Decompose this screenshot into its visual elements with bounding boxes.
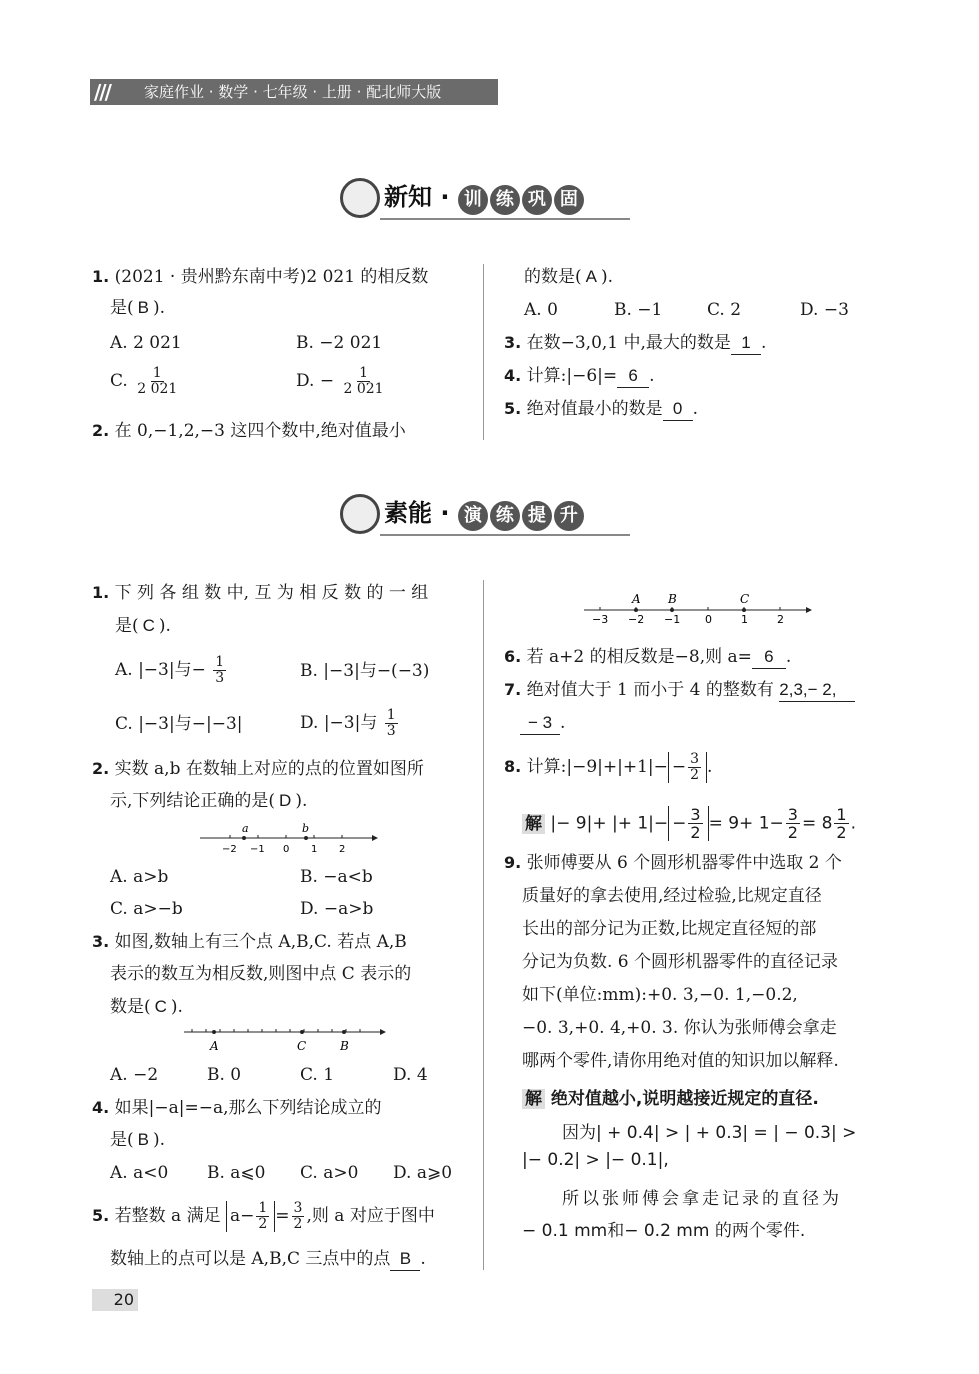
option-c: C. |−3|与−|−3|: [115, 714, 243, 734]
solution-part: = 9+ 1−: [708, 813, 784, 834]
fraction: [213, 655, 226, 686]
s2-q1-line1: [92, 582, 428, 604]
number-line-diagram: [580, 590, 816, 626]
stem-part: 的数是(: [524, 267, 582, 287]
denominator: 2: [258, 1216, 268, 1232]
solution-tag: 解: [522, 814, 545, 834]
s2-q5-line1: [92, 1201, 435, 1232]
point-B: [342, 1030, 346, 1034]
stem-part: .: [707, 757, 713, 777]
solution-line: 绝对值越小,说明越接近规定的直径.: [550, 1089, 819, 1109]
fraction: [786, 806, 800, 841]
section-char: 练: [490, 185, 520, 215]
question-number: 2.: [92, 421, 110, 440]
header-title: 家庭作业 · 数学 · 七年级 · 上册 · 配北师大版: [144, 83, 442, 101]
numerator: 3: [690, 805, 701, 824]
page-number: 20: [92, 1289, 138, 1311]
stem-part: 示,下列结论正确的是(: [110, 791, 276, 811]
denominator: 2 021: [137, 381, 178, 397]
column-divider: [483, 264, 484, 440]
numerator: 1: [215, 654, 225, 670]
stem-part: ).: [152, 1130, 166, 1150]
point-C: [742, 608, 746, 612]
solution-part: = 8: [801, 813, 833, 834]
stem-part: 数是(: [110, 997, 151, 1017]
option-d: D. 4: [393, 1065, 428, 1085]
s1-q4: [504, 365, 655, 388]
header-bar: [90, 79, 498, 105]
option-label: D. |−3|与: [300, 713, 378, 733]
stem-part: ).: [152, 298, 166, 318]
solution-part: .: [850, 813, 856, 834]
numerator: 3: [787, 805, 798, 824]
s1-q1-line2: [110, 297, 165, 319]
section-title-2: [340, 494, 630, 544]
s2-q5-line2: [110, 1248, 426, 1271]
stem-part: ).: [600, 267, 614, 287]
point-C-label: C: [297, 1039, 307, 1053]
s1-q3: [504, 332, 766, 355]
denominator: 3: [386, 723, 396, 739]
question-stem: 绝对值大于 1 而小于 4 的整数有: [526, 680, 774, 700]
stem-part: .: [560, 713, 566, 733]
stem-part: .: [785, 647, 792, 667]
answer: C: [154, 997, 167, 1016]
question-number: 2.: [92, 759, 110, 778]
section-logo-icon: [340, 494, 380, 534]
axis-arrow-icon: [372, 835, 378, 841]
s1-q5: [504, 398, 698, 421]
option-c: C. a>0: [300, 1163, 359, 1183]
option-c: C. a>−b: [110, 899, 183, 919]
answer: A: [585, 267, 597, 286]
s1-q2-line1: [92, 420, 406, 442]
numerator: 3: [690, 751, 700, 767]
numerator: 3: [293, 1200, 303, 1216]
question-number: 4.: [504, 366, 522, 385]
answer-blank: B: [390, 1248, 420, 1271]
section-underline: [380, 534, 630, 536]
section-char: 演: [458, 501, 488, 531]
fraction: [135, 366, 179, 397]
question-number: 5.: [92, 1206, 110, 1225]
point-b: [304, 836, 308, 840]
tick-label: 1: [311, 844, 318, 855]
question-stem: 计算:|−6|=: [526, 366, 618, 386]
section-char: 升: [554, 501, 584, 531]
denominator: 2: [836, 823, 847, 842]
axis-arrow-icon: [806, 607, 812, 613]
s2-q2-line2: [110, 790, 307, 812]
fraction: [292, 1201, 305, 1232]
s2-q9-line: 如下(单位:mm):+0. 3,−0. 1,−0.2,: [522, 985, 798, 1005]
s2-q9-line: 质量好的拿去使用,经过检验,比规定直径: [522, 886, 822, 906]
s2-q9-solution-4: 所以张师傅会拿走记录的直径为: [562, 1189, 842, 1209]
point-A: [212, 1030, 216, 1034]
fraction: [385, 708, 398, 739]
question-number: 1.: [92, 267, 110, 286]
section-underline: [380, 218, 630, 220]
numerator: 1: [386, 707, 396, 723]
section-title-dot: ·: [440, 499, 450, 527]
s2-q8: [504, 752, 712, 783]
question-stem: 若整数 a 满足: [114, 1206, 221, 1226]
number-line-diagram: [198, 820, 378, 856]
option-label: C.: [110, 371, 128, 391]
question-number: 3.: [92, 932, 110, 951]
stem-part: ,则 a 对应于图中: [306, 1206, 435, 1226]
expr: −: [671, 757, 687, 777]
question-number: 1.: [92, 583, 110, 602]
question-number: 8.: [504, 757, 522, 776]
s2-q7-line1: [504, 679, 855, 702]
denominator: 2: [293, 1216, 303, 1232]
s1-q2-line2: [524, 266, 613, 288]
point-C: [300, 1030, 304, 1034]
option-b: B. a⩽0: [207, 1163, 266, 1183]
tick-label: −1: [664, 613, 681, 626]
section-title-dot: ·: [440, 183, 450, 211]
question-stem: 若 a+2 的相反数是−8,则 a=: [526, 647, 752, 667]
stem-part: 是(: [110, 298, 134, 318]
option-a: A. −2: [110, 1065, 159, 1085]
option-c: [110, 366, 181, 397]
stem-part: 数轴上的点可以是 A,B,C 三点中的点: [110, 1249, 391, 1269]
question-stem: 实数 a,b 在数轴上对应的点的位置如图所: [114, 759, 424, 779]
answer: C: [142, 616, 155, 635]
point-b-label: b: [302, 822, 310, 835]
option-c: C. 1: [300, 1065, 335, 1085]
option-b: B. −a<b: [300, 867, 373, 887]
solution-part: |− 9|+ |+ 1|−: [550, 813, 669, 834]
question-stem: 如果|−a|=−a,那么下列结论成立的: [114, 1098, 382, 1118]
stem-part: .: [420, 1249, 426, 1269]
number-line-diagram: [182, 1022, 388, 1056]
expr: a−: [229, 1206, 255, 1226]
answer-blank: − 3: [520, 712, 560, 735]
s2-q3-line2: 表示的数互为相反数,则图中点 C 表示的: [110, 964, 412, 984]
answer: B: [137, 1130, 149, 1149]
tick-label: 2: [339, 844, 346, 855]
column-divider: [483, 580, 484, 1270]
stem-part: 是(: [115, 616, 139, 636]
point-A-label: A: [210, 1039, 219, 1053]
fraction: [688, 806, 702, 841]
s2-q9-line: 哪两个零件,请你用绝对值的知识加以解释.: [522, 1051, 839, 1071]
absolute-value: [226, 1201, 275, 1232]
stem-part: .: [760, 333, 767, 353]
answer-blank: 1: [731, 332, 761, 355]
question-stem: (2021 · 贵州黔东南中考)2 021 的相反数: [114, 267, 429, 287]
point-C-label: C: [740, 592, 750, 606]
section-logo-icon: [340, 178, 380, 218]
question-number: 7.: [504, 680, 522, 699]
point-B: [670, 608, 674, 612]
tick-label: 1: [741, 613, 748, 626]
section-title-1: [340, 178, 630, 228]
option-a: [115, 655, 228, 686]
option-label: D. −: [296, 371, 335, 391]
s2-q9-solution-1: [522, 1084, 819, 1109]
option-a: A. 2 021: [110, 333, 182, 353]
s2-q9-solution-3: |− 0.2| > |− 0.1|,: [522, 1150, 669, 1170]
tick-label: −3: [592, 613, 609, 626]
s2-q9-line1: [504, 852, 842, 874]
numerator: 1: [152, 365, 162, 381]
stem-part: .: [649, 366, 655, 386]
fraction: [688, 752, 701, 783]
axis-arrow-icon: [380, 1029, 386, 1035]
section-char: 练: [490, 501, 520, 531]
answer-blank: 6: [617, 365, 649, 388]
absolute-value: [668, 752, 707, 783]
s2-q9-line: 长出的部分记为正数,比规定直径短的部: [522, 919, 817, 939]
point-A: [634, 608, 638, 612]
header-stripes: ///: [94, 80, 110, 104]
s2-q4-line2: [110, 1129, 165, 1151]
s1-q1-line1: [92, 266, 428, 288]
s2-q2-line1: [92, 758, 424, 780]
numerator: 1: [836, 805, 847, 824]
tick-label: 0: [283, 844, 290, 855]
question-stem: 计算:|−9|+|+1|−: [526, 757, 668, 777]
point-a-label: a: [242, 822, 249, 835]
question-number: 6.: [504, 647, 522, 666]
stem-part: .: [692, 399, 699, 419]
denominator: 3: [215, 670, 225, 686]
option-d: D. −a>b: [300, 899, 374, 919]
option-a: A. a<0: [110, 1163, 169, 1183]
option-d: D. a⩾0: [393, 1163, 453, 1183]
denominator: 2: [690, 823, 701, 842]
answer-blank: 2,3,− 2,: [779, 679, 855, 702]
fraction: [256, 1201, 269, 1232]
tick-label: −2: [222, 844, 237, 855]
question-stem: 绝对值最小的数是: [526, 399, 663, 419]
section-char: 巩: [522, 185, 552, 215]
section-title-main: 新知: [384, 183, 432, 211]
point-B-label: B: [668, 592, 677, 606]
question-stem: 张师傅要从 6 个圆形机器零件中选取 2 个: [526, 853, 842, 873]
absolute-value: [668, 806, 708, 841]
question-stem: 在 0,−1,2,−3 这四个数中,绝对值最小: [114, 421, 406, 441]
s2-q7-line2: [520, 712, 565, 735]
answer: D: [279, 791, 292, 810]
tick-label: 2: [777, 613, 784, 626]
solution-tag: 解: [522, 1089, 545, 1109]
option-b: B. −1: [614, 300, 663, 320]
stem-part: ).: [158, 616, 171, 636]
option-a: A. a>b: [110, 867, 169, 887]
option-d: [296, 366, 388, 397]
answer-blank: 6: [752, 646, 786, 669]
section-char: 提: [522, 501, 552, 531]
stem-part: ).: [170, 997, 183, 1017]
denominator: 2: [787, 823, 798, 842]
s2-q9-line: −0. 3,+0. 4,+0. 3. 你认为张师傅会拿走: [522, 1018, 837, 1038]
option-c: C. 2: [707, 300, 742, 320]
option-a: A. 0: [524, 300, 558, 320]
s2-q3-line1: [92, 931, 407, 953]
question-stem: 如图,数轴上有三个点 A,B,C. 若点 A,B: [114, 932, 407, 952]
section-char: 固: [554, 185, 584, 215]
expr: −: [672, 813, 687, 834]
s2-q9-solution-2: 因为| + 0.4| > | + 0.3| = | − 0.3| >: [562, 1123, 857, 1143]
fraction: [341, 366, 385, 397]
option-d: [300, 708, 400, 739]
fraction: [834, 806, 848, 841]
s2-q9-solution-5: − 0.1 mm和− 0.2 mm 的两个零件.: [522, 1221, 806, 1241]
s2-q9-line: 分记为负数. 6 个圆形机器零件的直径记录: [522, 952, 839, 972]
option-b: B. 0: [207, 1065, 242, 1085]
answer: B: [137, 298, 149, 317]
point-A-label: A: [632, 592, 641, 606]
s2-q8-solution: [522, 806, 856, 841]
stem-part: =: [275, 1206, 290, 1226]
question-stem: 下 列 各 组 数 中, 互 为 相 反 数 的 一 组: [114, 583, 429, 603]
stem-part: ).: [295, 791, 308, 811]
numerator: 1: [258, 1200, 268, 1216]
answer-blank: 0: [663, 398, 693, 421]
tick-label: −2: [628, 613, 645, 626]
question-number: 3.: [504, 333, 522, 352]
s2-q4-line1: [92, 1097, 382, 1119]
question-number: 5.: [504, 399, 522, 418]
section-title-main: 素能: [384, 499, 432, 527]
s2-q3-line3: [110, 996, 183, 1018]
s2-q6: [504, 646, 791, 669]
s2-q1-line2: [115, 615, 171, 637]
numerator: 1: [359, 365, 368, 381]
section-char: 训: [458, 185, 488, 215]
tick-label: −1: [250, 844, 265, 855]
question-stem: 在数−3,0,1 中,最大的数是: [526, 333, 731, 353]
denominator: 2: [690, 767, 700, 783]
stem-part: 是(: [110, 1130, 134, 1150]
question-number: 9.: [504, 853, 522, 872]
option-d: D. −3: [800, 300, 849, 320]
option-b: B. −2 021: [296, 333, 383, 353]
tick-label: 0: [705, 613, 712, 626]
denominator: 2 021: [343, 381, 384, 397]
option-label: A. |−3|与−: [115, 660, 206, 680]
question-number: 4.: [92, 1098, 110, 1117]
point-a: [242, 836, 246, 840]
option-b: B. |−3|与−(−3): [300, 661, 430, 681]
point-B-label: B: [340, 1039, 349, 1053]
